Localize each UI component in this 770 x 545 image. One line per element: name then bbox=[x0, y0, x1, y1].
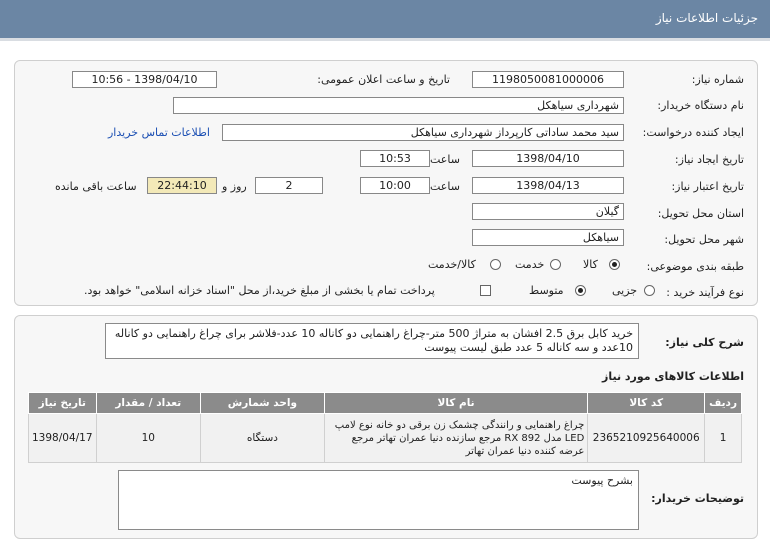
remaining-days-field: 2 bbox=[255, 177, 323, 194]
process-option-medium: متوسط bbox=[529, 284, 564, 297]
need-description-box: خرید کابل برق 2.5 افشان به متراژ 500 متر-چراغ راهنمایی دو کاناله 10 عدد-فلاشر برای چراغ راهنمایی دو کاناله 10عدد و سه کاناله 5 عدد طبق لیست پیوست bbox=[105, 323, 639, 359]
category-radio-goods-service[interactable] bbox=[490, 259, 501, 270]
treasury-payment-checkbox[interactable] bbox=[480, 285, 491, 296]
category-option-goods: کالا bbox=[583, 258, 598, 271]
remaining-time-label: ساعت باقی مانده bbox=[55, 180, 137, 193]
need-number-field: 1198050081000006 bbox=[472, 71, 624, 88]
process-option-minor: جزیی bbox=[612, 284, 638, 297]
created-date-label: تاریخ ایجاد نیاز: bbox=[674, 153, 744, 166]
items-section-title: اطلاعات کالاهای مورد نیاز bbox=[602, 370, 744, 383]
validity-time-label: ساعت bbox=[430, 180, 460, 193]
category-radio-goods[interactable] bbox=[609, 259, 620, 270]
category-label: طبقه بندی موضوعی: bbox=[646, 260, 744, 273]
validity-date-field: 1398/04/13 bbox=[472, 177, 624, 194]
validity-time-field: 10:00 bbox=[360, 177, 430, 194]
need-number-label: شماره نیاز: bbox=[691, 73, 744, 86]
item-need-date: 1398/04/17 bbox=[29, 414, 97, 463]
created-time-label: ساعت bbox=[430, 153, 460, 166]
category-radio-service[interactable] bbox=[550, 259, 561, 270]
col-row: ردیف bbox=[705, 393, 742, 414]
created-date-field: 1398/04/10 bbox=[472, 150, 624, 167]
province-field: گیلان bbox=[472, 203, 624, 220]
col-name: نام کالا bbox=[324, 393, 588, 414]
item-unit: دستگاه bbox=[200, 414, 324, 463]
city-label: شهر محل تحویل: bbox=[664, 233, 744, 246]
row-number: 1 bbox=[705, 414, 742, 463]
buyer-org-label: نام دستگاه خریدار: bbox=[657, 99, 744, 112]
item-code: 2365210925640006 bbox=[588, 414, 705, 463]
col-unit: واحد شمارش bbox=[200, 393, 324, 414]
validity-date-label: تاریخ اعتبار نیاز: bbox=[671, 180, 744, 193]
item-name: چراغ راهنمایی و رانندگی چشمک زن برقی دو خانه نوع لامپ LED مدل RX 892 مرجع سازنده دنیا عمران تهاتر مرجع عرضه کننده دنیا عمران تهاتر bbox=[324, 414, 588, 463]
treasury-payment-note: پرداخت تمام یا بخشی از مبلغ خرید،از محل "اسناد خزانه اسلامی" خواهد بود. bbox=[84, 284, 435, 297]
process-label: نوع فرآیند خرید : bbox=[666, 286, 744, 299]
page-header bbox=[0, 0, 770, 41]
remaining-time-field: 22:44:10 bbox=[147, 177, 217, 194]
category-option-goods-service: کالا/خدمت bbox=[428, 258, 476, 271]
announce-datetime-label: تاریخ و ساعت اعلان عمومی: bbox=[317, 73, 450, 86]
col-code: کد کالا bbox=[588, 393, 705, 414]
table-row bbox=[29, 414, 742, 463]
buyer-notes-box: بشرح پیوست bbox=[118, 470, 639, 530]
province-label: استان محل تحویل: bbox=[657, 207, 744, 220]
category-option-service: خدمت bbox=[515, 258, 545, 271]
requester-label: ایجاد کننده درخواست: bbox=[642, 126, 744, 139]
items-table bbox=[28, 392, 742, 463]
need-description-label: شرح کلی نیاز: bbox=[665, 336, 744, 349]
process-radio-minor[interactable] bbox=[644, 285, 655, 296]
requester-field: سید محمد ساداتی کارپرداز شهرداری سیاهکل bbox=[222, 124, 624, 141]
page-title: جزئیات اطلاعات نیاز bbox=[655, 11, 758, 25]
buyer-contact-link[interactable]: اطلاعات تماس خریدار bbox=[108, 126, 210, 139]
announce-datetime-field: 1398/04/10 - 10:56 bbox=[72, 71, 217, 88]
city-field: سیاهکل bbox=[472, 229, 624, 246]
col-qty: تعداد / مقدار bbox=[96, 393, 200, 414]
created-time-field: 10:53 bbox=[360, 150, 430, 167]
process-radio-medium[interactable] bbox=[575, 285, 586, 296]
days-label: روز و bbox=[222, 180, 247, 193]
buyer-notes-label: توضیحات خریدار: bbox=[651, 492, 744, 505]
buyer-org-field: شهرداری سیاهکل bbox=[173, 97, 624, 114]
item-qty: 10 bbox=[96, 414, 200, 463]
col-date: تاریخ نیاز bbox=[29, 393, 97, 414]
